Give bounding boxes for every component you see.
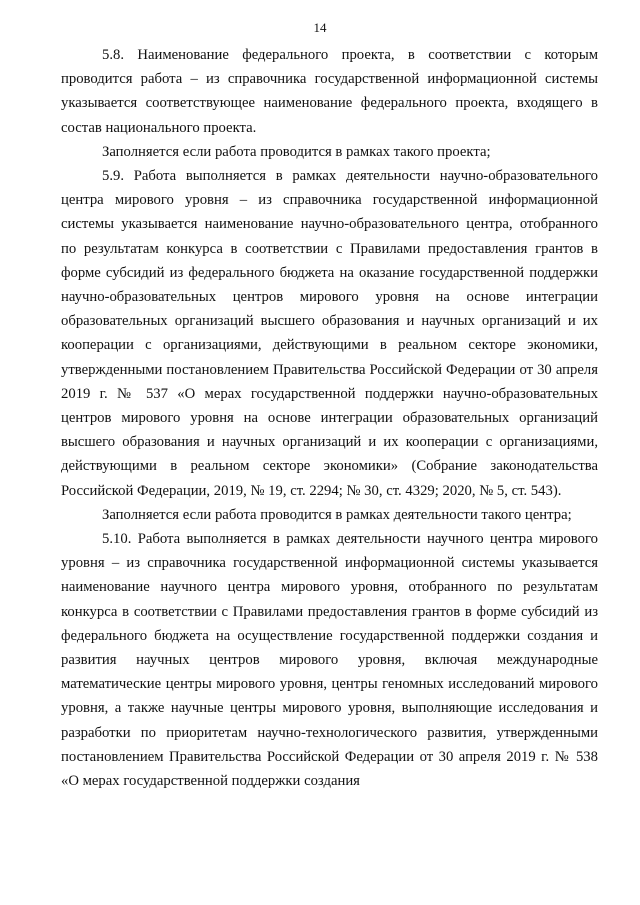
paragraph-note-center: Заполняется если работа проводится в рамках деятельности такого центра; [102, 506, 572, 523]
page-number: 14 [313, 20, 327, 35]
paragraph-note-project: Заполняется если работа проводится в рамках такого проекта; [102, 143, 491, 160]
document-body [61, 43, 598, 793]
paragraph-5-9: 5.9. Работа выполняется в рамках деятельности научно-образовательного центра мирового уровня – из справочника государственной информационной системы указывается наименование научно-образовательного центра, отобранного по результатам конкурса в соответствии с Правилами предоставления грантов в форме субсидий из федерального бюджета на оказание государственной поддержки научно-образовательных центров мирового уровня на основе интеграции образовательных организаций высшего образования и научных организаций и их кооперации с организациями, действующими в реальном секторе экономики, утвержденными постановлением Правительства Российской Федерации от 30 апреля 2019 г. № 537 «О мерах государственной поддержки научно-образовательных центров мирового уровня на основе интеграции образовательных организаций высшего образования и научных организаций и их кооперации с организациями, действующими в реальном секторе экономики» (Собрание законодательства Российской Федерации, 2019, № 19, ст. 2294; № 30, ст. 4329; 2020, № 5, ст. 543). [61, 168, 598, 499]
paragraph-5-8: 5.8. Наименование федерального проекта, в соответствии с которым проводится работа – из справочника государственной информационной системы указывается соответствующее наименование федерального проекта, входящего в состав национального проекта. [61, 47, 598, 136]
paragraph-5-10: 5.10. Работа выполняется в рамках деятельности научного центра мирового уровня – из справочника государственной информационной системы указывается наименование научного центра мирового уровня, отобранного по результатам конкурса в соответствии с Правилами предоставления грантов в форме субсидий из федерального бюджета на осуществление государственной поддержки создания и развития научных центров мирового уровня, включая международные математические центры мирового уровня, центры геномных исследований мирового уровня, а также научные центры мирового уровня, выполняющие исследования и разработки по приоритетам научно-технологического развития, утвержденными постановлением Правительства Российской Федерации от 30 апреля 2019 г. № 538 «О мерах государственной поддержки создания [61, 531, 598, 790]
